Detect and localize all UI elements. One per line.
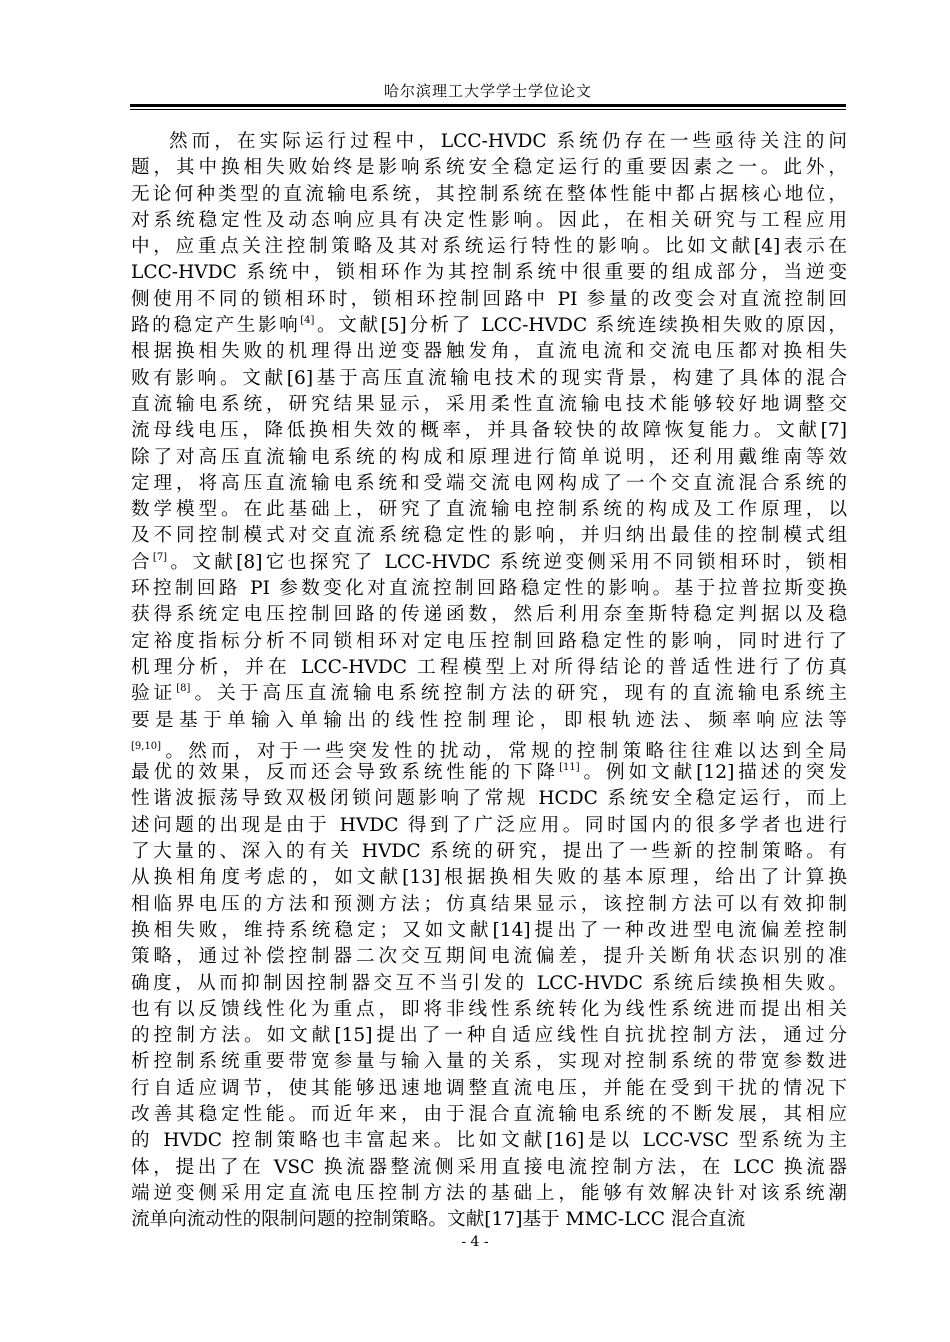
text-segment: 合 <box>131 551 153 573</box>
body-paragraph <box>131 129 847 1233</box>
text-line: LCC-HVDC 系统中，锁相环作为其控制系统中很重要的组成部分，当逆变 <box>131 262 847 284</box>
text-line: 相临界电压的方法和预测方法；仿真结果显示，该控制方法可以有效抑制 <box>131 893 847 915</box>
text-line: 定裕度指标分析不同锁相环对定电压控制回路稳定性的影响，同时进行了 <box>131 630 847 652</box>
text-line: 机理分析，并在 LCC-HVDC 工程模型上对所得结论的普适性进行了仿真 <box>131 656 847 678</box>
text-line: 析控制系统重要带宽参量与输入量的关系，实现对控制系统的带宽参数进 <box>131 1051 847 1073</box>
text-line <box>131 734 847 760</box>
text-segment: 路的稳定产生影响 <box>131 315 301 337</box>
text-line: 侧使用不同的锁相环时，锁相环控制回路中 PI 参量的改变会对直流控制回 <box>131 288 847 310</box>
text-line: 流母线电压，降低换相失效的概率，并具备较快的故障恢复能力。文献[7] <box>131 420 847 442</box>
text-line: 体，提出了在 VSC 换流器整流侧采用直接电流控制方法，在 LCC 换流器 <box>131 1156 847 1178</box>
text-line: 定理，将高压直流输电系统和受端交流电网构成了一个交直流混合系统的 <box>131 472 847 494</box>
page-number: - 4 - <box>461 1234 489 1250</box>
header-rule-thick <box>130 104 846 107</box>
text-line: 败有影响。文献[6]基于高压直流输电技术的现实背景，构建了具体的混合 <box>131 367 847 389</box>
citation-superscript: [9,10] <box>131 740 162 752</box>
text-line: 了大量的、深入的有关 HVDC 系统的研究，提出了一些新的控制策略。有 <box>131 841 847 863</box>
text-line <box>131 550 847 576</box>
text-line: 除了对高压直流输电系统的构成和原理进行简单说明，还利用戴维南等效 <box>131 446 847 468</box>
text-line: 环控制回路 PI 参数变化对直流控制回路稳定性的影响。基于拉普拉斯变换 <box>131 578 847 600</box>
text-line: 策略，通过补偿控制器二次交互期间电流偏差，提升关断角状态识别的准 <box>131 946 847 968</box>
text-line: 然而，在实际运行过程中，LCC-HVDC 系统仍存在一些亟待关注的问 <box>169 131 847 152</box>
text-segment: 。文献[8]它也探究了 LCC-HVDC 系统逆变侧采用不同锁相环时，锁相 <box>167 551 847 573</box>
text-line: 及不同控制模式对交直流系统稳定性的影响，并归纳出最佳的控制模式组 <box>131 525 847 547</box>
text-line: 也有以反馈线性化为重点，即将非线性系统转化为线性系统进而提出相关 <box>131 998 847 1020</box>
text-segment: 。文献[5]分析了 LCC-HVDC 系统连续换相失败的原因， <box>314 315 847 337</box>
text-line <box>131 313 847 339</box>
text-line: 换相失败，维持系统稳定；又如文献[14]提出了一种改进型电流偏差控制 <box>131 919 847 941</box>
text-line: 的 HVDC 控制策略也丰富起来。比如文献[16]是以 LCC-VSC 型系统为主 <box>131 1130 847 1152</box>
text-line: 中，应重点关注控制策略及其对系统运行特性的影响。比如文献[4]表示在 <box>131 236 847 258</box>
header-rule-thin <box>130 109 846 110</box>
text-segment: 最优的效果，反而还会导致系统性能的下降 <box>131 762 560 784</box>
text-line: 的控制方法。如文献[15]提出了一种自适应线性自抗扰控制方法，通过分 <box>131 1025 847 1047</box>
text-line: 改善其稳定性能。而近年来，由于混合直流输电系统的不断发展，其相应 <box>131 1103 847 1125</box>
text-segment: 验证 <box>131 683 177 705</box>
text-line: 数学模型。在此基础上，研究了直流输电控制系统的构成及工作原理，以 <box>131 499 847 521</box>
text-line: 对系统稳定性及动态响应具有决定性影响。因此，在相关研究与工程应用 <box>131 209 847 231</box>
text-line: 从换相角度考虑的，如文献[13]根据换相失败的基本原理，给出了计算换 <box>131 867 847 889</box>
text-line <box>131 681 847 707</box>
running-header: 哈尔滨理工大学学士学位论文 <box>383 82 592 100</box>
text-line: 根据换相失败的机理得出逆变器触发角，直流电流和交流电压都对换相失 <box>131 341 847 363</box>
text-segment: 。例如文献[12]描述的突发 <box>579 762 847 784</box>
text-line: 述问题的出现是由于 HVDC 得到了广泛应用。同时国内的很多学者也进行 <box>131 814 847 836</box>
text-line: 确度，从而抑制因控制器交互不当引发的 LCC-HVDC 系统后续换相失败。 <box>131 972 847 994</box>
citation-superscript: [11] <box>559 762 580 774</box>
text-line: 题，其中换相失败始终是影响系统安全稳定运行的重要因素之一。此外， <box>131 157 847 179</box>
citation-superscript: [7] <box>152 551 168 563</box>
text-line: 获得系统定电压控制回路的传递函数，然后利用奈奎斯特稳定判据以及稳 <box>131 604 847 626</box>
citation-superscript: [8] <box>176 683 191 695</box>
text-line: 性谐波振荡导致双极闭锁问题影响了常规 HCDC 系统安全稳定运行，而上 <box>131 788 847 810</box>
text-segment: 。关于高压直流输电系统控制方法的研究，现有的直流输电系统主 <box>190 683 847 705</box>
text-segment: 。然而，对于一些突发性的扰动，常规的控制策略往往难以达到全局 <box>161 740 847 762</box>
text-line: 端逆变侧采用定直流电压控制方法的基础上，能够有效解决针对该系统潮 <box>131 1182 847 1204</box>
text-line: 行自适应调节，使其能够迅速地调整直流电压，并能在受到干扰的情况下 <box>131 1077 847 1099</box>
text-line: 直流输电系统，研究结果显示，采用柔性直流输电技术能够较好地调整交 <box>131 393 847 415</box>
text-line: 无论何种类型的直流输电系统，其控制系统在整体性能中都占据核心地位， <box>131 183 847 205</box>
text-line: 要是基于单输入单输出的线性控制理论，即根轨迹法、频率响应法等 <box>131 709 847 731</box>
citation-superscript: [4] <box>300 315 315 327</box>
text-line <box>131 760 847 786</box>
text-line: 流单向流动性的限制问题的控制策略。文献[17]基于 MMC-LCC 混合直流 <box>131 1209 746 1231</box>
